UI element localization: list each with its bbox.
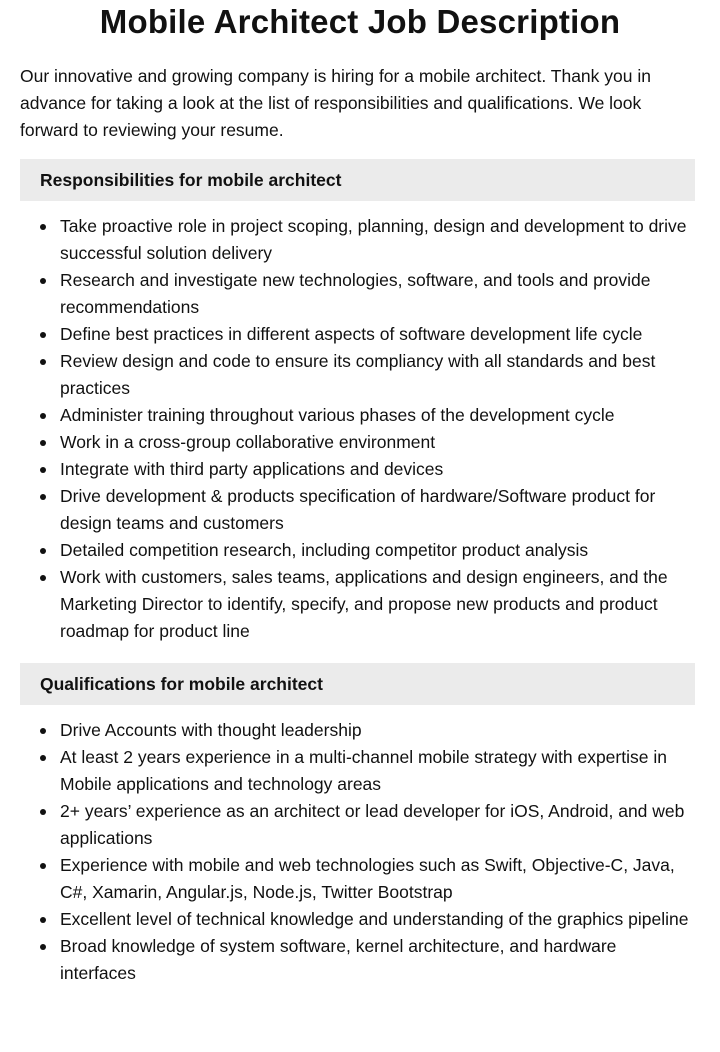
list-item-text: Excellent level of technical knowledge and understanding of the graphics pipeline [60, 909, 689, 929]
list-item-text: Review design and code to ensure its compliancy with all standards and best practices [60, 351, 656, 398]
list-item [20, 564, 696, 645]
list-item-text: Broad knowledge of system software, kernel architecture, and hardware interfaces [60, 936, 617, 983]
list-item-text: Work with customers, sales teams, applications and design engineers, and the Marketing Director to identify, specify, and propose new products and product roadmap for product line [60, 567, 668, 641]
bullet-icon [40, 332, 46, 338]
list-item [20, 906, 696, 933]
list-item-text: Drive Accounts with thought leadership [60, 720, 362, 740]
bullet-icon [40, 278, 46, 284]
responsibilities-list [20, 213, 696, 645]
list-item [20, 717, 696, 744]
bullet-icon [40, 359, 46, 365]
list-item [20, 321, 696, 348]
bullet-icon [40, 809, 46, 815]
list-item-text: Detailed competition research, including competitor product analysis [60, 540, 589, 560]
bullet-icon [40, 467, 46, 473]
list-item [20, 933, 696, 987]
intro-paragraph: Our innovative and growing company is hiring for a mobile architect. Thank you in advance for taking a look at the list of responsibilities and qualifications. We look forward to reviewing your resume. [20, 66, 651, 140]
bullet-icon [40, 575, 46, 581]
list-item-text: Drive development & products specification of hardware/Software product for design teams and customers [60, 486, 656, 533]
responsibilities-heading: Responsibilities for mobile architect [20, 159, 695, 201]
list-item [20, 798, 696, 852]
list-item-text: Work in a cross-group collaborative environment [60, 432, 436, 452]
list-item-text: Research and investigate new technologies, software, and tools and provide recommendations [60, 270, 651, 317]
list-item-text: Take proactive role in project scoping, planning, design and development to drive successful solution delivery [60, 216, 687, 263]
qualifications-list [20, 717, 696, 987]
qualifications-heading: Qualifications for mobile architect [20, 663, 695, 705]
list-item [20, 744, 696, 798]
bullet-icon [40, 944, 46, 950]
list-item-text: At least 2 years experience in a multi-channel mobile strategy with expertise in Mobile applications and technology areas [60, 747, 667, 794]
list-item-text: 2+ years’ experience as an architect or lead developer for iOS, Android, and web applications [60, 801, 685, 848]
bullet-icon [40, 494, 46, 500]
list-item [20, 429, 696, 456]
bullet-icon [40, 755, 46, 761]
bullet-icon [40, 728, 46, 734]
list-item [20, 456, 696, 483]
list-item-text: Administer training throughout various phases of the development cycle [60, 405, 615, 425]
bullet-icon [40, 548, 46, 554]
list-item [20, 348, 696, 402]
list-item-text: Integrate with third party applications and devices [60, 459, 444, 479]
bullet-icon [40, 440, 46, 446]
bullet-icon [40, 413, 46, 419]
list-item [20, 852, 696, 906]
list-item [20, 402, 696, 429]
list-item-text: Define best practices in different aspects of software development life cycle [60, 324, 643, 344]
list-item [20, 213, 696, 267]
bullet-icon [40, 863, 46, 869]
bullet-icon [40, 224, 46, 230]
bullet-icon [40, 917, 46, 923]
list-item [20, 537, 696, 564]
list-item [20, 267, 696, 321]
list-item [20, 483, 696, 537]
list-item-text: Experience with mobile and web technologies such as Swift, Objective-C, Java, C#, Xamarin, Angular.js, Node.js, Twitter Bootstrap [60, 855, 675, 902]
page-title: Mobile Architect Job Description [99, 3, 621, 40]
